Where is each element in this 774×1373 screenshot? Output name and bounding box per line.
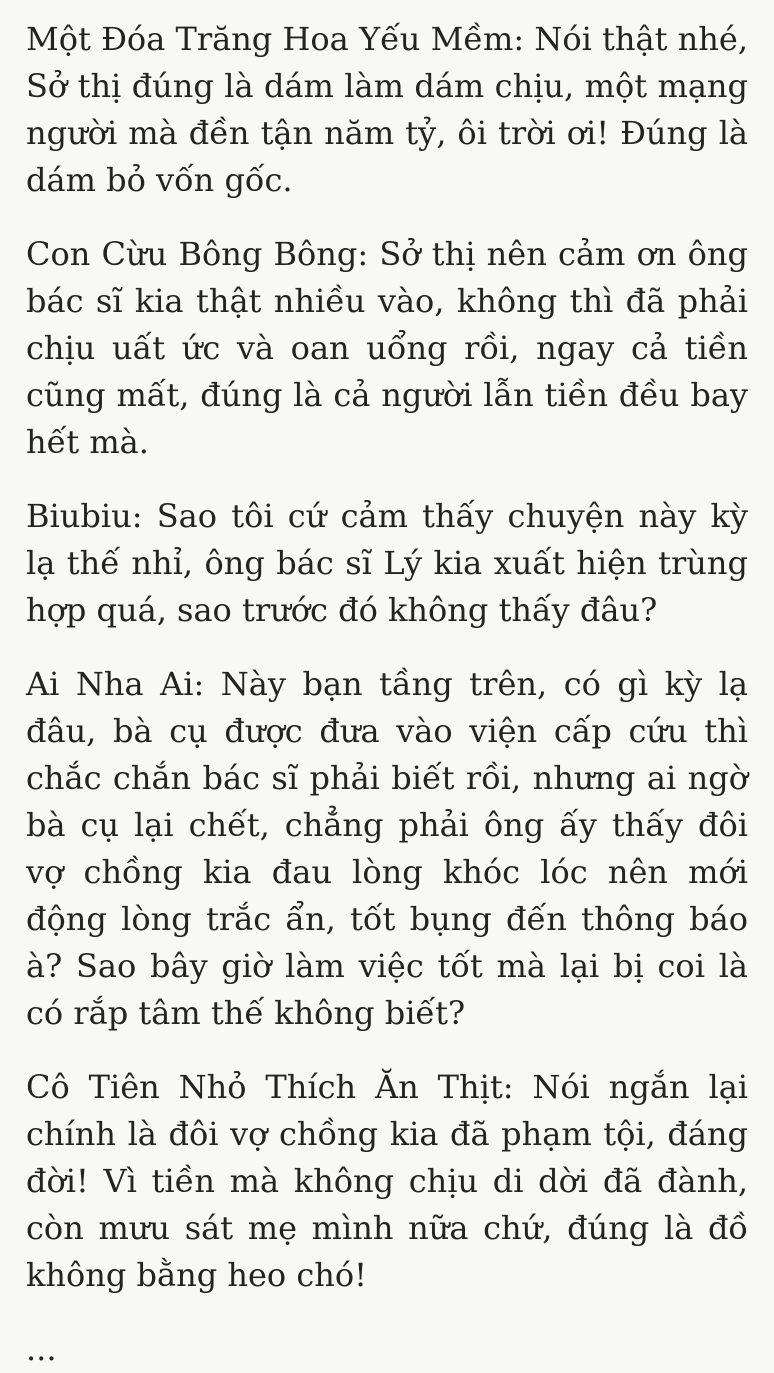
ellipsis-paragraph: ... <box>26 1330 57 1368</box>
comment-paragraph: Con Cừu Bông Bông: Sở thị nên cảm ơn ông bác sĩ kia thật nhiều vào, không thì đã phải chịu uất ức và oan uổng rồi, ngay cả tiền cũng mất, đúng là cả người lẫn tiền đều bay hết mà. <box>26 235 748 461</box>
comment-paragraph: Biubiu: Sao tôi cứ cảm thấy chuyện này kỳ lạ thế nhỉ, ông bác sĩ Lý kia xuất hiện trùng hợp quá, sao trước đó không thấy đâu? <box>26 497 748 629</box>
comment-paragraph: Một Đóa Trăng Hoa Yếu Mềm: Nói thật nhé, Sở thị đúng là dám làm dám chịu, một mạng người mà đền tận năm tỷ, ôi trời ơi! Đúng là dám bỏ vốn gốc. <box>26 20 748 199</box>
comment-paragraph: Ai Nha Ai: Này bạn tầng trên, có gì kỳ lạ đâu, bà cụ được đưa vào viện cấp cứu thì chắc chắn bác sĩ phải biết rồi, nhưng ai ngờ bà cụ lại chết, chẳng phải ông ấy thấy đôi vợ chồng kia đau lòng khóc lóc nên mới động lòng trắc ẩn, tốt bụng đến thông báo à? Sao bây giờ làm việc tốt mà lại bị coi là có rắp tâm thế không biết? <box>26 665 748 1032</box>
comment-paragraph: Cô Tiên Nhỏ Thích Ăn Thịt: Nói ngắn lại chính là đôi vợ chồng kia đã phạm tội, đáng đời! Vì tiền mà không chịu di dời đã đành, còn mưu sát mẹ mình nữa chứ, đúng là đồ không bằng heo chó! <box>26 1068 748 1294</box>
